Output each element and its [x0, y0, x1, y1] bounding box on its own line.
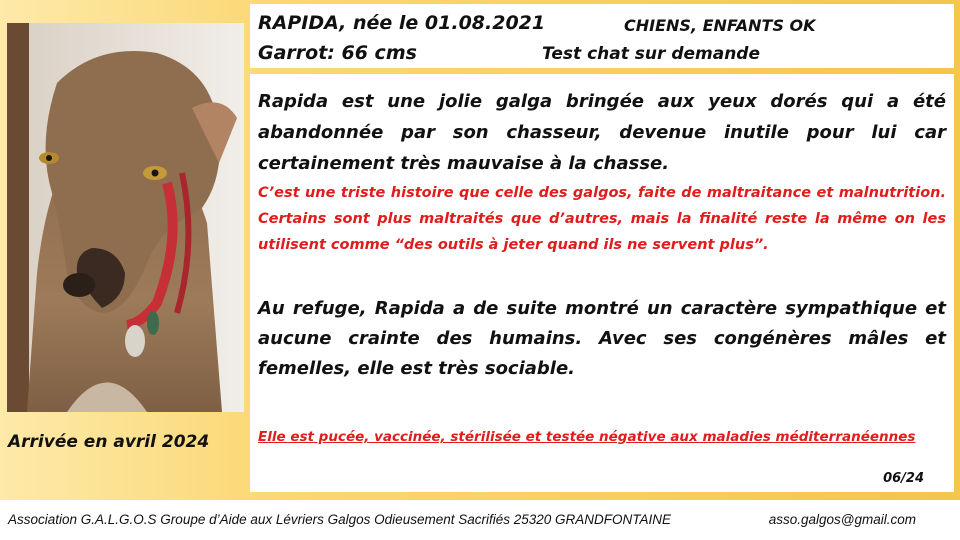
contact-email[interactable]: asso.galgos@gmail.com: [768, 512, 916, 527]
description-panel: [250, 74, 954, 492]
name-birth-title: RAPIDA, née le 01.08.2021: [258, 12, 546, 34]
height-label: Garrot: 66 cms: [258, 42, 417, 64]
compatibility-label: CHIENS, ENFANTS OK: [624, 16, 816, 35]
cat-test-label: Test chat sur demande: [542, 44, 761, 64]
footer: [0, 500, 960, 540]
character-paragraph: Au refuge, Rapida a de suite montré un caractère sympathique et aucune crainte des humains. Avec ses congénères mâles et femelles, elle est très sociable.: [258, 298, 946, 379]
dog-photo: [7, 23, 244, 412]
health-paragraph: Elle est pucée, vaccinée, stérilisée et testée négative aux maladies méditerranéennes: [258, 429, 916, 445]
arrival-date: Arrivée en avril 2024: [8, 432, 210, 452]
header-panel: [250, 4, 954, 68]
association-info: Association G.A.L.G.O.S Groupe d’Aide aux Lévriers Galgos Odieusement Sacrifiés 25320 GRANDFONTAINE: [8, 512, 672, 527]
reference-code: 06/24: [883, 471, 924, 486]
intro-paragraph: Rapida est une jolie galga bringée aux yeux dorés qui a été abandonnée par son chasseur, devenue inutile pour lui car certainement très mauvaise à la chasse.: [258, 91, 946, 174]
context-paragraph: C’est une triste histoire que celle des galgos, faite de maltraitance et malnutrition. Certains sont plus maltraités que d’autres, mais la finalité reste la même on les utilisent comme “des outils à jeter quand ils ne servent plus”.: [258, 185, 946, 253]
